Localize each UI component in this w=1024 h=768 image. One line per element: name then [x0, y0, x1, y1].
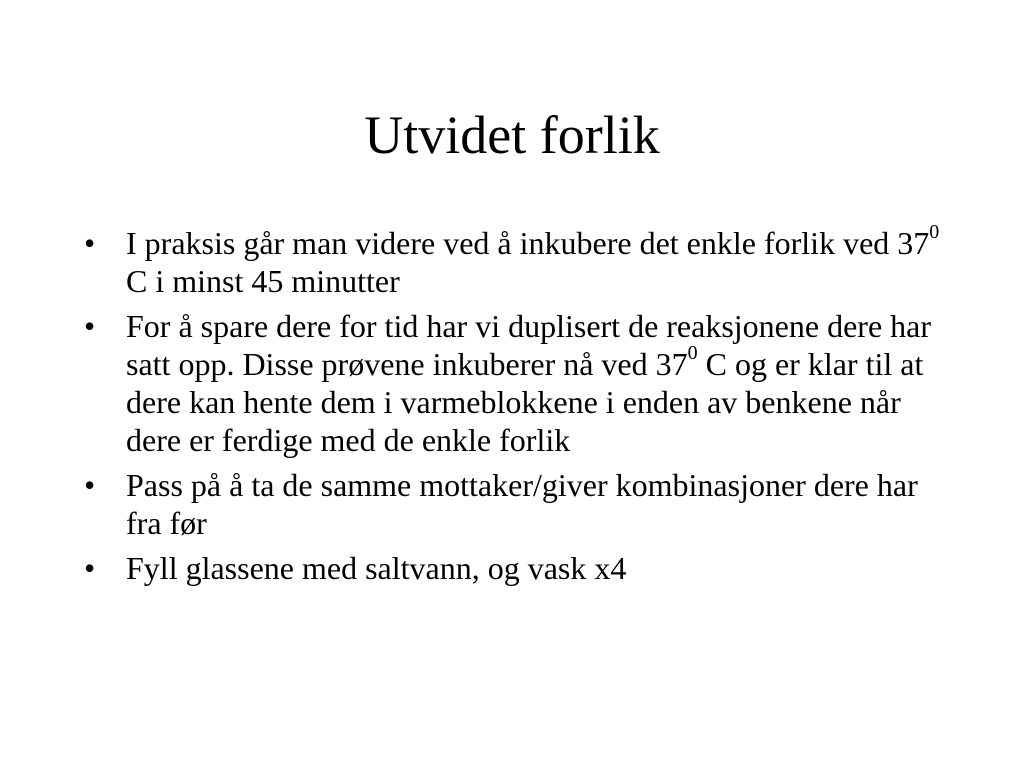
bullet-item: [84, 549, 944, 587]
bullet-marker: •: [84, 467, 96, 503]
bullet-text: [126, 308, 931, 458]
bullet-text: [126, 221, 940, 299]
bullet-marker: •: [84, 308, 96, 344]
slide-title: Utvidet forlik: [364, 105, 660, 165]
bullet-item: [84, 466, 944, 542]
bullet-text-segment: Fyll glassene med saltvann, og vask x4: [126, 550, 627, 586]
bullet-text-segment: C og er klar til at dere kan hente dem i varmeblokkene i enden av benkene når dere er ferdige med de enkle forlik: [126, 346, 924, 458]
bullet-marker: •: [84, 550, 96, 586]
bullet-text: [126, 550, 626, 586]
bullet-item: [84, 307, 944, 459]
bullet-list: [84, 221, 944, 594]
bullet-text-segment: C i minst 45 minutter: [126, 263, 400, 299]
bullet-marker: •: [84, 225, 96, 261]
bullet-text-segment: For å spare dere for tid har vi duplisert de reaksjonene dere har satt opp. Disse prøvene inkuberer nå ved 37: [126, 308, 931, 382]
bullet-text-segment: Pass på å ta de samme mottaker/giver kombinasjoner dere har fra før: [126, 467, 918, 541]
bullet-item: [84, 221, 944, 300]
superscript: 0: [929, 221, 940, 244]
bullet-text-segment: I praksis går man videre ved å inkubere det enkle forlik ved 37: [126, 225, 930, 261]
superscript: 0: [687, 342, 698, 365]
bullet-text: [126, 467, 918, 541]
